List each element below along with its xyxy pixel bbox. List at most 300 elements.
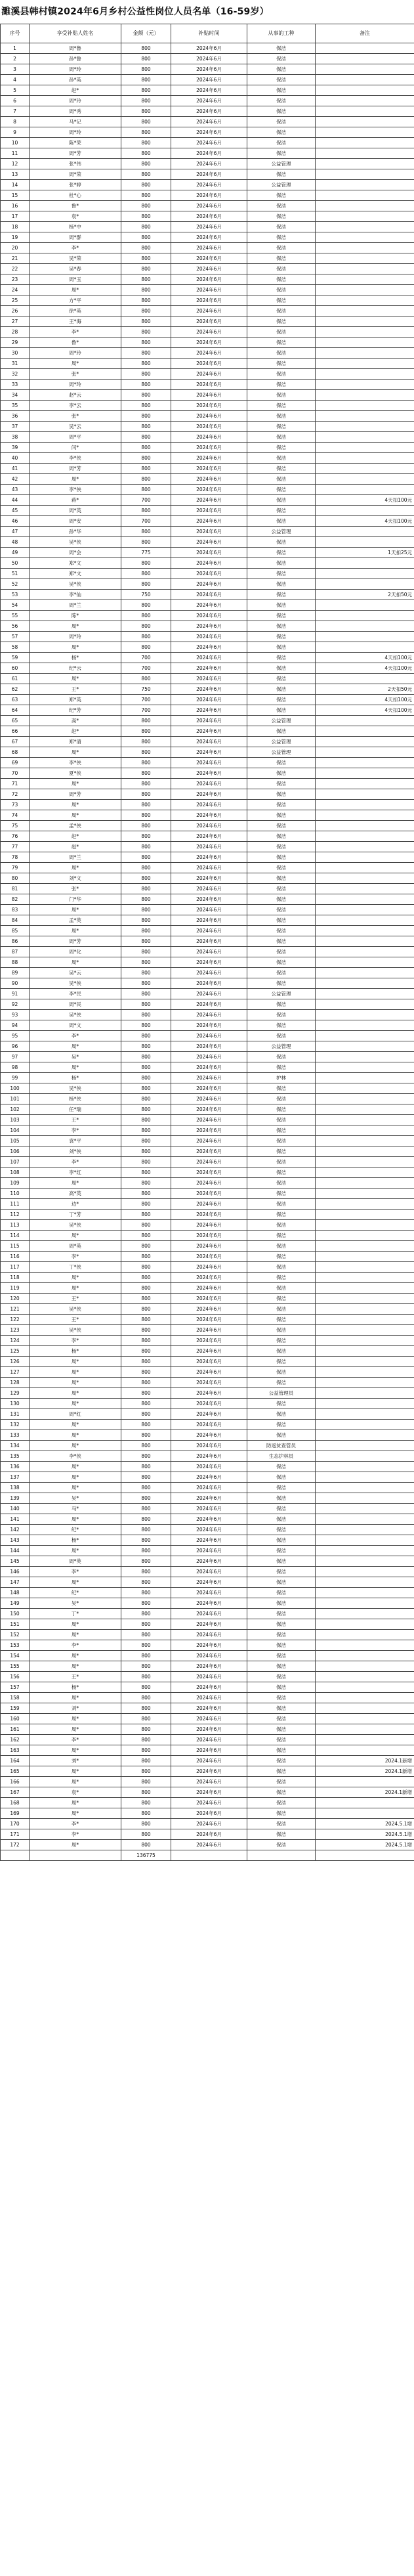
cell-remark [316, 180, 414, 190]
cell-index: 48 [1, 537, 30, 548]
cell-name: 刘*侠 [30, 1146, 121, 1157]
table-row [1, 915, 414, 926]
cell-period: 2024年6月 [171, 474, 247, 485]
cell-amount: 750 [121, 590, 171, 600]
cell-amount: 800 [121, 411, 171, 422]
cell-job: 保洁 [247, 779, 316, 789]
cell-job: 保洁 [247, 516, 316, 527]
cell-amount: 800 [121, 1798, 171, 1808]
cell-remark [316, 1010, 414, 1020]
cell-remark [316, 926, 414, 936]
cell-remark [316, 1304, 414, 1315]
cell-name: 李*民 [30, 989, 121, 999]
table-row [1, 1388, 414, 1399]
cell-name: 孟*侠 [30, 821, 121, 831]
cell-index: 140 [1, 1504, 30, 1514]
cell-remark [316, 1146, 414, 1157]
cell-job: 保洁 [247, 642, 316, 653]
cell-remark [316, 274, 414, 285]
cell-remark [316, 1104, 414, 1115]
cell-remark [316, 127, 414, 138]
cell-name: 孟*英 [30, 915, 121, 926]
cell-period: 2024年6月 [171, 1546, 247, 1556]
cell-remark [316, 1619, 414, 1630]
cell-index: 7 [1, 106, 30, 117]
cell-period: 2024年6月 [171, 1745, 247, 1756]
cell-name: 赵*云 [30, 390, 121, 401]
cell-period: 2024年6月 [171, 527, 247, 537]
cell-remark [316, 884, 414, 894]
cell-period: 2024年6月 [171, 453, 247, 464]
cell-period: 2024年6月 [171, 485, 247, 495]
cell-job: 保洁 [247, 1409, 316, 1420]
total-period-cell [171, 1850, 247, 1861]
cell-name: 丁*侠 [30, 1262, 121, 1273]
table-row [1, 1252, 414, 1262]
cell-name: 周* [30, 747, 121, 758]
cell-index: 32 [1, 369, 30, 380]
cell-period: 2024年6月 [171, 327, 247, 338]
cell-remark [316, 1546, 414, 1556]
table-row [1, 327, 414, 338]
cell-name: 周*玉 [30, 274, 121, 285]
table-row [1, 590, 414, 600]
cell-period: 2024年6月 [171, 653, 247, 663]
cell-amount: 800 [121, 1388, 171, 1399]
cell-name: 周*英 [30, 1241, 121, 1252]
cell-index: 90 [1, 978, 30, 989]
table-row [1, 222, 414, 232]
table-row [1, 779, 414, 789]
cell-name: 杨* [30, 1346, 121, 1357]
cell-remark [316, 1714, 414, 1724]
cell-index: 152 [1, 1630, 30, 1640]
cell-job: 保洁 [247, 464, 316, 474]
cell-period: 2024年6月 [171, 1262, 247, 1273]
table-row [1, 1682, 414, 1693]
cell-index: 42 [1, 474, 30, 485]
cell-remark [316, 1199, 414, 1210]
cell-remark [316, 1798, 414, 1808]
cell-remark [316, 1062, 414, 1073]
cell-index: 114 [1, 1231, 30, 1241]
cell-index: 28 [1, 327, 30, 338]
cell-job: 保洁 [247, 579, 316, 590]
cell-amount: 800 [121, 1315, 171, 1325]
table-row [1, 1304, 414, 1315]
cell-amount: 800 [121, 726, 171, 737]
cell-period: 2024年6月 [171, 338, 247, 348]
cell-amount: 800 [121, 1808, 171, 1819]
cell-amount: 800 [121, 1829, 171, 1840]
table-row [1, 1703, 414, 1714]
cell-name: 吴* [30, 1598, 121, 1609]
cell-index: 153 [1, 1640, 30, 1651]
cell-remark [316, 1262, 414, 1273]
cell-period: 2024年6月 [171, 264, 247, 274]
cell-name: 张* [30, 884, 121, 894]
cell-job: 保洁 [247, 1168, 316, 1178]
cell-index: 21 [1, 253, 30, 264]
cell-name: 孙*鲁 [30, 54, 121, 64]
cell-index: 12 [1, 159, 30, 169]
cell-amount: 800 [121, 1525, 171, 1535]
cell-period: 2024年6月 [171, 1703, 247, 1714]
cell-job: 保洁 [247, 968, 316, 978]
cell-job: 保洁 [247, 1472, 316, 1483]
cell-period: 2024年6月 [171, 905, 247, 915]
cell-amount: 800 [121, 1640, 171, 1651]
cell-job: 保洁 [247, 380, 316, 390]
cell-index: 143 [1, 1535, 30, 1546]
table-row [1, 621, 414, 632]
cell-name: 李* [30, 1735, 121, 1745]
cell-remark [316, 716, 414, 726]
cell-remark [316, 1367, 414, 1378]
cell-name: 纪* [30, 1525, 121, 1535]
cell-remark [316, 201, 414, 211]
cell-remark [316, 1399, 414, 1409]
cell-name: 任*瑞 [30, 1104, 121, 1115]
cell-remark [316, 1493, 414, 1504]
cell-name: 周* [30, 1619, 121, 1630]
cell-period: 2024年6月 [171, 1252, 247, 1262]
cell-name: 纪* [30, 1588, 121, 1598]
cell-remark [316, 380, 414, 390]
cell-name: 周* [30, 1661, 121, 1672]
table-row [1, 411, 414, 422]
cell-period: 2024年6月 [171, 1493, 247, 1504]
cell-amount: 800 [121, 1273, 171, 1283]
table-row [1, 1630, 414, 1640]
table-row [1, 989, 414, 999]
cell-period: 2024年6月 [171, 915, 247, 926]
cell-amount: 800 [121, 779, 171, 789]
table-row [1, 684, 414, 695]
cell-index: 172 [1, 1840, 30, 1850]
cell-job: 护林 [247, 1073, 316, 1083]
cell-index: 80 [1, 873, 30, 884]
cell-amount: 800 [121, 537, 171, 548]
cell-period: 2024年6月 [171, 1241, 247, 1252]
cell-job: 保洁 [247, 831, 316, 842]
cell-name: 周*玲 [30, 64, 121, 75]
cell-period: 2024年6月 [171, 64, 247, 75]
cell-remark: 2024.1新增 [316, 1766, 414, 1777]
cell-name: 郑*文 [30, 558, 121, 569]
cell-job: 保洁 [247, 506, 316, 516]
cell-index: 51 [1, 569, 30, 579]
cell-index: 57 [1, 632, 30, 642]
cell-amount: 800 [121, 1598, 171, 1609]
cell-remark [316, 1630, 414, 1640]
cell-amount: 800 [121, 810, 171, 821]
table-row [1, 348, 414, 359]
cell-period: 2024年6月 [171, 401, 247, 411]
cell-remark [316, 159, 414, 169]
cell-index: 78 [1, 852, 30, 863]
cell-name: 周* [30, 1062, 121, 1073]
cell-period: 2024年6月 [171, 274, 247, 285]
cell-job: 保洁 [247, 190, 316, 201]
cell-name: 吴*云 [30, 422, 121, 432]
cell-period: 2024年6月 [171, 548, 247, 558]
table-row [1, 453, 414, 464]
cell-index: 104 [1, 1125, 30, 1136]
cell-period: 2024年6月 [171, 1104, 247, 1115]
cell-period: 2024年6月 [171, 1840, 247, 1850]
cell-name: 周* [30, 905, 121, 915]
table-row [1, 1525, 414, 1535]
cell-remark [316, 1336, 414, 1346]
cell-remark [316, 1168, 414, 1178]
cell-remark [316, 390, 414, 401]
cell-period: 2024年6月 [171, 621, 247, 632]
cell-amount: 800 [121, 85, 171, 96]
cell-amount: 800 [121, 1777, 171, 1787]
cell-name: 方*平 [30, 295, 121, 306]
cell-amount: 800 [121, 1010, 171, 1020]
total-remark-cell [316, 1850, 414, 1861]
cell-job: 保洁 [247, 85, 316, 96]
cell-amount: 800 [121, 117, 171, 127]
cell-name: 周*鲁 [30, 43, 121, 54]
cell-job: 保洁 [247, 1703, 316, 1714]
cell-index: 58 [1, 642, 30, 653]
cell-job: 保洁 [247, 253, 316, 264]
cell-remark [316, 1462, 414, 1472]
cell-job: 保洁 [247, 653, 316, 663]
cell-index: 8 [1, 117, 30, 127]
cell-remark [316, 1125, 414, 1136]
table-row [1, 905, 414, 915]
cell-remark [316, 1703, 414, 1714]
table-row [1, 747, 414, 758]
cell-period: 2024年6月 [171, 737, 247, 747]
cell-index: 62 [1, 684, 30, 695]
cell-remark [316, 1672, 414, 1682]
cell-period: 2024年6月 [171, 1041, 247, 1052]
cell-index: 145 [1, 1556, 30, 1567]
cell-period: 2024年6月 [171, 1199, 247, 1210]
table-row [1, 295, 414, 306]
cell-index: 131 [1, 1409, 30, 1420]
table-row [1, 1430, 414, 1441]
cell-name: 周*兰 [30, 600, 121, 611]
cell-job: 保洁 [247, 274, 316, 285]
cell-index: 166 [1, 1777, 30, 1787]
cell-remark [316, 810, 414, 821]
cell-amount: 800 [121, 1819, 171, 1829]
cell-remark [316, 611, 414, 621]
cell-amount: 800 [121, 527, 171, 537]
cell-name: 马*记 [30, 117, 121, 127]
cell-job: 保洁 [247, 1724, 316, 1735]
cell-amount: 800 [121, 338, 171, 348]
cell-period: 2024年6月 [171, 873, 247, 884]
table-row [1, 1325, 414, 1336]
table-row [1, 768, 414, 779]
cell-job: 保洁 [247, 1504, 316, 1514]
cell-name: 李* [30, 1567, 121, 1577]
cell-amount: 800 [121, 485, 171, 495]
cell-job: 保洁 [247, 1062, 316, 1073]
cell-period: 2024年6月 [171, 716, 247, 726]
table-row [1, 485, 414, 495]
cell-name: 周* [30, 1462, 121, 1472]
cell-amount: 800 [121, 96, 171, 106]
cell-index: 38 [1, 432, 30, 443]
cell-amount: 800 [121, 327, 171, 338]
cell-index: 95 [1, 1031, 30, 1041]
cell-period: 2024年6月 [171, 1357, 247, 1367]
cell-name: 赵* [30, 726, 121, 737]
cell-period: 2024年6月 [171, 779, 247, 789]
cell-amount: 800 [121, 1325, 171, 1336]
cell-index: 129 [1, 1388, 30, 1399]
cell-job: 保洁 [247, 1798, 316, 1808]
cell-job: 保洁 [247, 201, 316, 211]
cell-name: 吴*春 [30, 264, 121, 274]
cell-index: 6 [1, 96, 30, 106]
cell-index: 86 [1, 936, 30, 947]
cell-name: 周*玲 [30, 127, 121, 138]
table-row [1, 201, 414, 211]
table-row [1, 1661, 414, 1672]
cell-index: 54 [1, 600, 30, 611]
cell-period: 2024年6月 [171, 422, 247, 432]
cell-name: 赵* [30, 842, 121, 852]
cell-amount: 800 [121, 1619, 171, 1630]
cell-amount: 800 [121, 64, 171, 75]
cell-period: 2024年6月 [171, 1609, 247, 1619]
cell-amount: 800 [121, 1073, 171, 1083]
cell-period: 2024年6月 [171, 411, 247, 422]
cell-job: 保洁 [247, 432, 316, 443]
cell-period: 2024年6月 [171, 1273, 247, 1283]
cell-index: 67 [1, 737, 30, 747]
cell-period: 2024年6月 [171, 432, 247, 443]
cell-job: 保洁 [247, 978, 316, 989]
cell-remark [316, 632, 414, 642]
cell-index: 107 [1, 1157, 30, 1168]
cell-job: 保洁 [247, 558, 316, 569]
cell-remark [316, 401, 414, 411]
cell-index: 36 [1, 411, 30, 422]
cell-period: 2024年6月 [171, 1315, 247, 1325]
cell-job: 保洁 [247, 1241, 316, 1252]
cell-amount: 700 [121, 663, 171, 674]
table-row [1, 180, 414, 190]
cell-job: 保洁 [247, 705, 316, 716]
cell-period: 2024年6月 [171, 1651, 247, 1661]
cell-job: 保洁 [247, 1115, 316, 1125]
cell-amount: 800 [121, 432, 171, 443]
cell-remark [316, 1472, 414, 1483]
cell-period: 2024年6月 [171, 190, 247, 201]
cell-remark [316, 190, 414, 201]
cell-amount: 800 [121, 1168, 171, 1178]
cell-index: 132 [1, 1420, 30, 1430]
cell-index: 73 [1, 800, 30, 810]
cell-name: 王*海 [30, 317, 121, 327]
table-row [1, 1535, 414, 1546]
cell-amount: 800 [121, 621, 171, 632]
cell-index: 30 [1, 348, 30, 359]
cell-index: 127 [1, 1367, 30, 1378]
cell-period: 2024年6月 [171, 1010, 247, 1020]
cell-job: 保洁 [247, 1315, 316, 1325]
table-row [1, 999, 414, 1010]
cell-remark [316, 106, 414, 117]
cell-remark [316, 1420, 414, 1430]
table-row [1, 1451, 414, 1462]
cell-job: 保洁 [247, 611, 316, 621]
cell-job: 保洁 [247, 495, 316, 506]
cell-amount: 800 [121, 873, 171, 884]
cell-name: 边* [30, 1199, 121, 1210]
cell-job: 保洁 [247, 43, 316, 54]
cell-index: 35 [1, 401, 30, 411]
cell-remark [316, 264, 414, 274]
table-row [1, 947, 414, 957]
cell-period: 2024年6月 [171, 957, 247, 968]
cell-name: 吴* [30, 1493, 121, 1504]
cell-index: 163 [1, 1745, 30, 1756]
table-row [1, 1504, 414, 1514]
cell-amount: 800 [121, 390, 171, 401]
cell-amount: 800 [121, 359, 171, 369]
cell-remark [316, 96, 414, 106]
cell-remark [316, 894, 414, 905]
cell-job: 保洁 [247, 1577, 316, 1588]
cell-job: 保洁 [247, 1787, 316, 1798]
cell-job: 保洁 [247, 348, 316, 359]
cell-name: 周* [30, 474, 121, 485]
table-row [1, 695, 414, 705]
cell-amount: 800 [121, 1031, 171, 1041]
cell-remark [316, 1409, 414, 1420]
cell-remark [316, 936, 414, 947]
cell-period: 2024年6月 [171, 842, 247, 852]
cell-name: 周* [30, 1367, 121, 1378]
cell-job: 保洁 [247, 1010, 316, 1020]
cell-index: 124 [1, 1336, 30, 1346]
table-row [1, 1735, 414, 1745]
total-row [1, 1850, 414, 1861]
cell-remark [316, 831, 414, 842]
cell-remark [316, 600, 414, 611]
cell-name: 闫* [30, 443, 121, 453]
cell-name: 周* [30, 1724, 121, 1735]
cell-amount: 800 [121, 1020, 171, 1031]
cell-index: 170 [1, 1819, 30, 1829]
table-row [1, 821, 414, 831]
cell-remark [316, 1504, 414, 1514]
cell-index: 22 [1, 264, 30, 274]
cell-job: 保洁 [247, 1829, 316, 1840]
table-row [1, 211, 414, 222]
cell-amount: 800 [121, 1336, 171, 1346]
cell-name: 周* [30, 1357, 121, 1367]
header-cell-job: 从事的工种 [247, 24, 316, 43]
cell-name: 李* [30, 1157, 121, 1168]
document-title: 濉溪县韩村镇2024年6月乡村公益性岗位人员名单（16-59岁） [1, 7, 269, 17]
cell-index: 130 [1, 1399, 30, 1409]
cell-job: 保洁 [247, 295, 316, 306]
cell-index: 20 [1, 243, 30, 253]
cell-amount: 800 [121, 1052, 171, 1062]
